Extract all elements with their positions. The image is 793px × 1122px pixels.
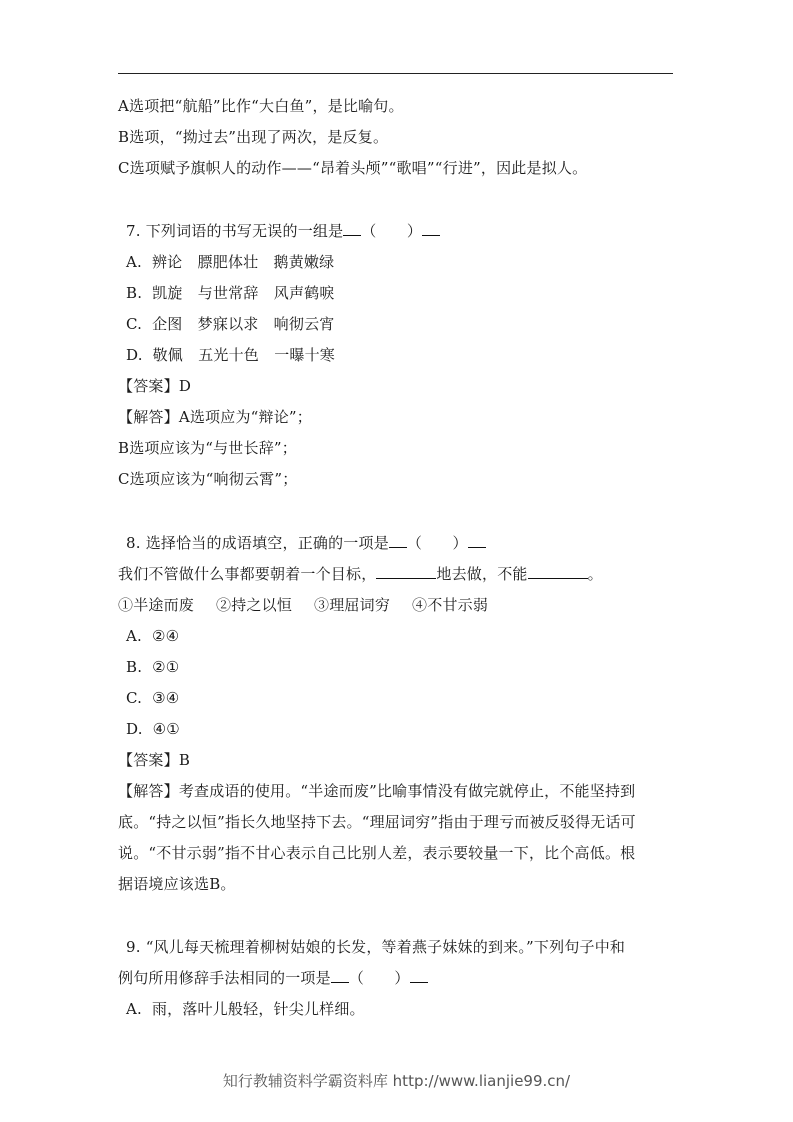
q7-analysis-b: B选项应该为“与世长辞”； (118, 439, 297, 457)
q8-stem: 选择恰当的成语填空，正确的一项是 (145, 534, 389, 552)
q8-stem-line (126, 533, 486, 553)
q7-stem-line (126, 221, 440, 241)
prev-explanation-c: C选项赋予旗帜人的动作——“昂着头颅”“歌唱”“行进”，因此是拟人。 (118, 159, 588, 177)
q7-blank-right (422, 221, 440, 236)
q9-number: 9. (126, 938, 141, 956)
q8-sentence: 我们不管做什么事都要朝着一个目标， 地去做，不能 。 (118, 565, 603, 583)
q8-analysis-1: 【解答】考查成语的使用。“半途而废”比喻事情没有做完就停止，不能坚持到 (118, 782, 636, 800)
prev-explanation-b: B选项，“拗过去”出现了两次，是反复。 (118, 128, 389, 146)
q8-blank-right (468, 533, 486, 548)
q8-analysis-2: 底。“持之以恒”指长久地坚持下去。“理屈词穷”指由于理亏而被反驳得无话可 (118, 813, 636, 831)
q9-stem-line-1 (126, 937, 625, 957)
q7-analysis-a: 【解答】A选项应为“辩论”； (118, 408, 312, 426)
q7-option-c: C. 企图 梦寐以求 响彻云宵 (126, 315, 335, 333)
q8-fill-blank-2 (528, 564, 588, 579)
q9-option-a: A. 雨，落叶儿般轻，针尖儿样细。 (126, 1000, 365, 1018)
q8-answer: 【答案】B (118, 751, 191, 769)
page-footer: 知行教辅资料学霸资料库 http://www.lianjie99.cn/ (222, 1072, 571, 1090)
q7-option-d: D. 敬佩 五光十色 一曝十寒 (126, 346, 336, 364)
q7-answer: 【答案】D (118, 377, 192, 395)
q8-option-a: A. ②④ (126, 627, 180, 645)
q8-analysis-3: 说。“不甘示弱”指不甘心表示自己比别人差，表示要较量一下，比个高低。根 (118, 844, 636, 862)
q7-number: 7. (126, 222, 141, 240)
q7-analysis-c: C选项应该为“响彻云霄”； (118, 470, 298, 488)
q7-stem: 下列词语的书写无误的一组是 (145, 222, 344, 240)
q8-analysis-4: 据语境应该选B。 (118, 875, 236, 893)
q9-stem-line-2: 例句所用修辞手法相同的一项是 （ ） (118, 968, 428, 988)
q9-blank-left (331, 968, 349, 983)
q7-blank-left (343, 221, 361, 236)
q8-idioms: ①半途而废 ②持之以恒 ③理屈词穷 ④不甘示弱 (118, 596, 489, 614)
q8-option-b: B. ②① (126, 658, 180, 676)
q8-fill-blank-1 (376, 564, 436, 579)
q8-number: 8. (126, 534, 141, 552)
q7-option-a: A. 辨论 膘肥体壮 鹅黄嫩绿 (126, 253, 335, 271)
q9-blank-right (410, 968, 428, 983)
prev-explanation-a: A选项把“航船”比作“大白鱼”，是比喻句。 (118, 97, 404, 115)
header-rule (118, 73, 673, 74)
q8-paren: （ ） (406, 534, 468, 552)
q8-option-d: D. ④① (126, 720, 180, 738)
q7-paren: （ ） (361, 222, 423, 240)
q9-stem-1: “风儿每天梳理着柳树姑娘的长发，等着燕子妹妹的到来。”下列句子中和 (145, 938, 626, 956)
q8-blank-left (389, 533, 407, 548)
q7-option-b: B. 凯旋 与世常辞 风声鹤唳 (126, 284, 335, 302)
q8-option-c: C. ③④ (126, 689, 180, 707)
